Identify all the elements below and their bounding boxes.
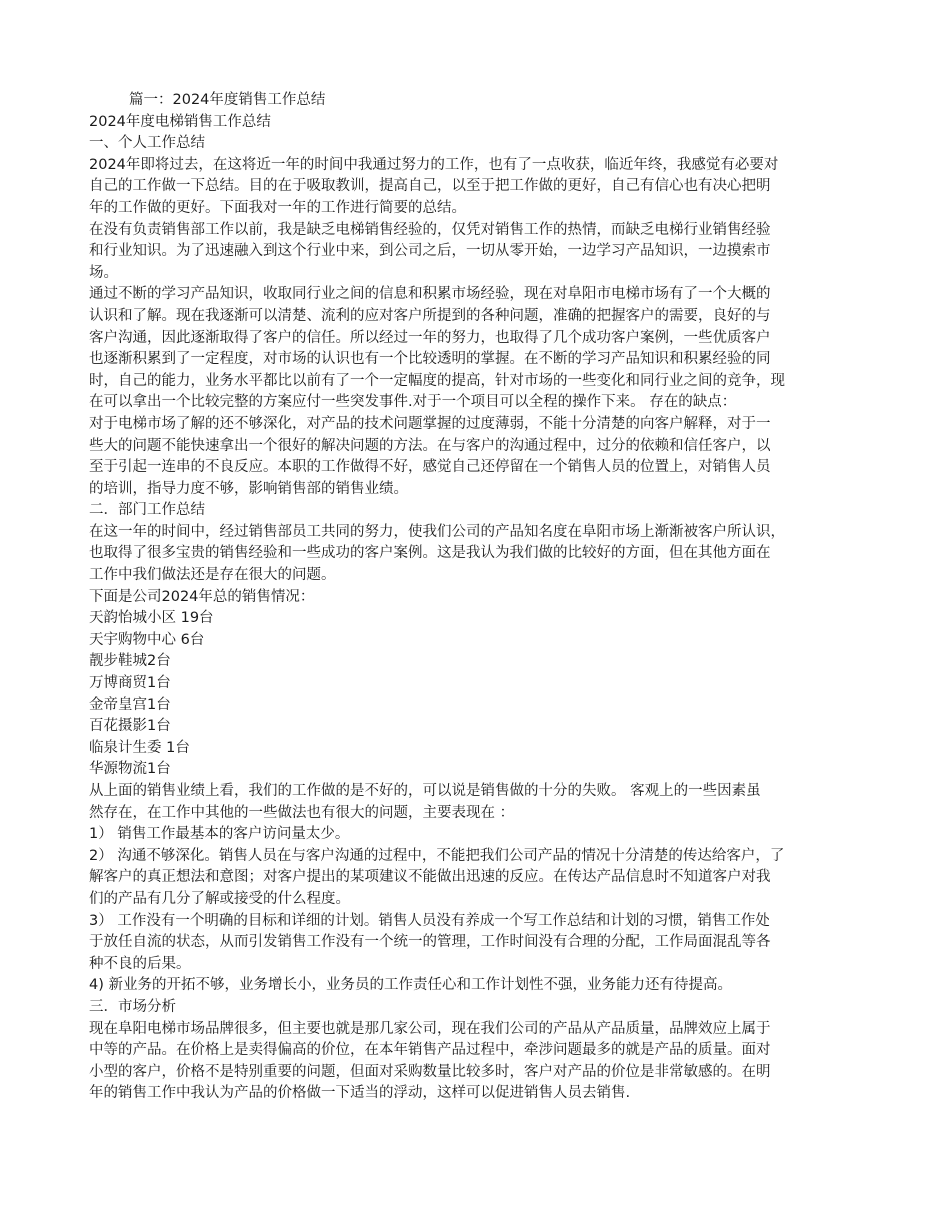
text-line: 也逐渐积累到了一定程度，对市场的认识也有一个比较透明的掌握。在不断的学习产品知识和积累经验的同: [89, 351, 771, 368]
text-line: 1） 销售工作最基本的客户访问量太少。: [89, 826, 350, 843]
sales-list-item: 天宇购物中心 6台: [89, 631, 205, 648]
text-line: 2024年即将过去，在这将近一年的时间中我通过努力的工作，也有了一点收获，临近年终，我感觉有必要对: [89, 156, 779, 173]
text-line: 然存在，在工作中其他的一些做法也有很大的问题，主要表现在 ：: [89, 804, 515, 821]
text-line: 在可以拿出一个比较完整的方案应付一些突发事件.对于一个项目可以全程的操作下来。 存在的缺点：: [89, 394, 737, 411]
text-line: 认识和了解。现在我逐渐可以清楚、流利的应对客户所提到的各种问题，准确的把握客户的需要，良好的与: [89, 307, 771, 324]
text-line: 种不良的后果。: [89, 955, 191, 972]
section-heading-market: 三．市场分析: [89, 998, 176, 1015]
text-line: 通过不断的学习产品知识，收取同行业之间的信息和积累市场经验，现在对阜阳市电梯市场有了一个大概的: [89, 286, 771, 303]
document-title: 篇一：2024年度销售工作总结: [129, 92, 326, 108]
text-line: 些大的问题不能快速拿出一个很好的解决问题的方法。在与客户的沟通过程中，过分的依赖和信任客户，以: [89, 437, 771, 454]
text-line: 年的销售工作中我认为产品的价格做一下适当的浮动，这样可以促进销售人员去销售.: [89, 1085, 631, 1102]
text-line: 场。: [89, 264, 118, 281]
text-line: 从上面的销售业绩上看，我们的工作做的是不好的，可以说是销售做的十分的失败。 客观上的一些因素虽: [89, 783, 761, 799]
text-line: 4) 新业务的开拓不够，业务增长小，业务员的工作责任心和工作计划性不强，业务能力还有待提高。: [89, 977, 732, 994]
text-line: 年的工作做的更好。下面我对一年的工作进行简要的总结。: [89, 199, 466, 216]
text-line: 现在阜阳电梯市场品牌很多，但主要也就是那几家公司，现在我们公司的产品从产品质量，品牌效应上属于: [89, 1020, 771, 1037]
text-line: 在这一年的时间中，经过销售部员工共同的努力，使我们公司的产品知名度在阜阳市场上渐渐被客户所认识，: [89, 523, 785, 540]
text-line: 对于电梯市场了解的还不够深化，对产品的技术问题掌握的过度薄弱，不能十分清楚的向客户解释，对于一: [89, 415, 771, 432]
sales-list-item: 华源物流1台: [89, 761, 171, 778]
section-heading-department: 二．部门工作总结: [89, 502, 205, 519]
text-line: 和行业知识。为了迅速融入到这个行业中来，到公司之后，一切从零开始，一边学习产品知识，一边摸索市: [89, 243, 771, 260]
text-line: 解客户的真正想法和意图；对客户提出的某项建议不能做出迅速的反应。在传达产品信息时不知道客户对我: [89, 869, 771, 886]
sales-list-item: 天韵怡城小区 19台: [89, 610, 214, 627]
text-line: 时，自己的能力，业务水平都比以前有了一个一定幅度的提高，针对市场的一些变化和同行业之间的竞争，现: [89, 372, 785, 389]
section-heading-personal: 一、个人工作总结: [89, 135, 205, 152]
text-line: 于放任自流的状态，从而引发销售工作没有一个统一的管理，工作时间没有合理的分配，工作局面混乱等各: [89, 934, 771, 951]
sales-list-item: 靓步鞋城2台: [89, 653, 171, 670]
text-line: 至于引起一连串的不良反应。本职的工作做得不好，感觉自己还停留在一个销售人员的位置上，对销售人员: [89, 459, 771, 476]
text-line: 自己的工作做一下总结。目的在于吸取教训，提高自己，以至于把工作做的更好，自己有信心也有决心把明: [89, 178, 771, 195]
document-subtitle: 2024年度电梯销售工作总结: [89, 113, 271, 130]
text-line: 工作中我们做法还是存在很大的问题。: [89, 567, 336, 584]
sales-list-item: 万博商贸1台: [89, 675, 171, 692]
text-line: 下面是公司2024年总的销售情况：: [89, 588, 315, 605]
text-line: 2） 沟通不够深化。销售人员在与客户沟通的过程中，不能把我们公司产品的情况十分清楚的传达给客户，了: [89, 847, 785, 864]
text-line: 3） 工作没有一个明确的目标和详细的计划。销售人员没有养成一个写工作总结和计划的习惯，销售工作处: [89, 912, 770, 929]
text-line: 的培训，指导力度不够，影响销售部的销售业绩。: [89, 480, 408, 497]
text-line: 在没有负责销售部工作以前，我是缺乏电梯销售经验的，仅凭对销售工作的热情，而缺乏电梯行业销售经验: [89, 221, 771, 238]
sales-list-item: 临泉计生委 1台: [89, 739, 190, 756]
document-page: [89, 90, 861, 1105]
text-line: 客户沟通，因此逐渐取得了客户的信任。所以经过一年的努力，也取得了几个成功客户案例，一些优质客户: [89, 329, 771, 346]
text-line: 小型的客户，价格不是特别重要的问题，但面对采购数量比较多时，客户对产品的价位是非常敏感的。在明: [89, 1063, 771, 1080]
text-line: 也取得了很多宝贵的销售经验和一些成功的客户案例。这是我认为我们做的比较好的方面，但在其他方面在: [89, 545, 771, 562]
text-line: 们的产品有几分了解或接受的什么程度。: [89, 890, 350, 907]
sales-list-item: 百花摄影1台: [89, 718, 171, 735]
text-line: 中等的产品。在价格上是卖得偏高的价位，在本年销售产品过程中，牵涉问题最多的就是产品的质量。面对: [89, 1042, 771, 1059]
sales-list-item: 金帝皇宫1台: [89, 696, 171, 713]
